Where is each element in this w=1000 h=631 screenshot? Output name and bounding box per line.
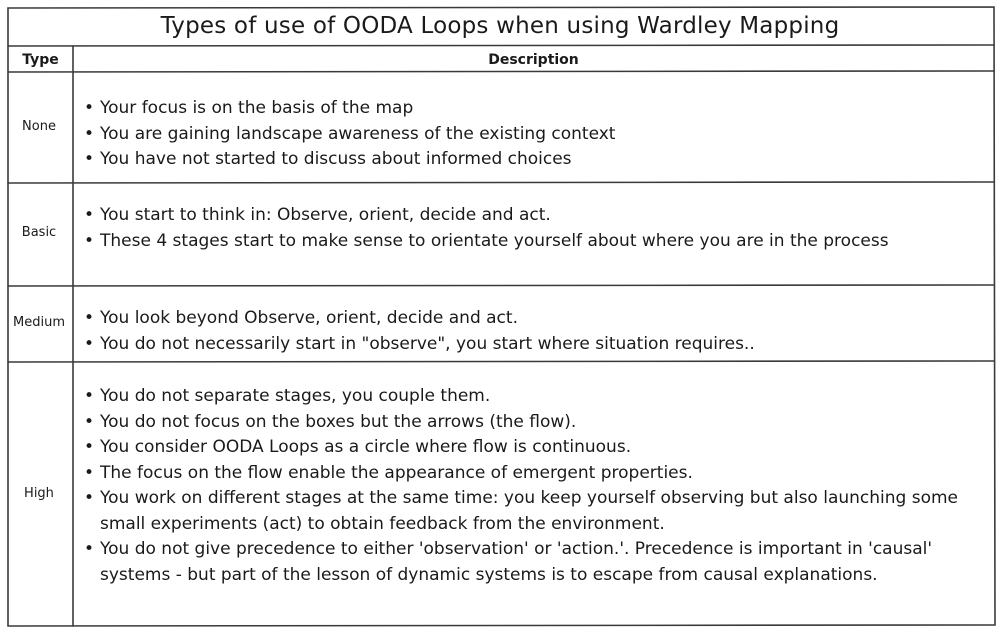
row-description-basic: [82, 203, 977, 254]
list-item: • You work on different stages at the same time: you keep yourself observing but also launching some small experiments (act) to obtain feedback from the environment.: [82, 486, 977, 537]
row-type-medium: Medium: [13, 315, 65, 330]
list-item: • You have not started to discuss about informed choices: [82, 147, 977, 173]
list-item: • You look beyond Observe, orient, decide and act.: [82, 306, 977, 332]
list-item: • You do not focus on the boxes but the arrows (the flow).: [82, 410, 977, 436]
column-header-type: Type: [22, 52, 59, 68]
row-type-basic: Basic: [21, 225, 57, 240]
column-header-description: Description: [488, 52, 579, 68]
list-item: • You do not necessarily start in "observe", you start where situation requires..: [82, 332, 977, 358]
row-description-high: [82, 384, 977, 588]
list-item: • You do not separate stages, you couple them.: [82, 384, 977, 410]
list-item: • You are gaining landscape awareness of the existing context: [82, 122, 977, 148]
list-item: • You consider OODA Loops as a circle where flow is continuous.: [82, 435, 977, 461]
row-description-none: [82, 96, 977, 173]
list-item: • You start to think in: Observe, orient, decide and act.: [82, 203, 977, 229]
list-item: • You do not give precedence to either 'observation' or 'action.'. Precedence is important in 'causal' systems - but part of the lesson of dynamic systems is to escape from causal explanations.: [82, 537, 977, 588]
list-item: • These 4 stages start to make sense to orientate yourself about where you are in the process: [82, 229, 977, 255]
table-title: Types of use of OODA Loops when using Wardley Mapping: [160, 13, 840, 39]
list-item: • Your focus is on the basis of the map: [82, 96, 977, 122]
row-description-medium: [82, 306, 977, 357]
list-item: • The focus on the flow enable the appearance of emergent properties.: [82, 461, 977, 487]
row-type-none: None: [22, 119, 56, 134]
row-type-high: High: [24, 486, 54, 501]
